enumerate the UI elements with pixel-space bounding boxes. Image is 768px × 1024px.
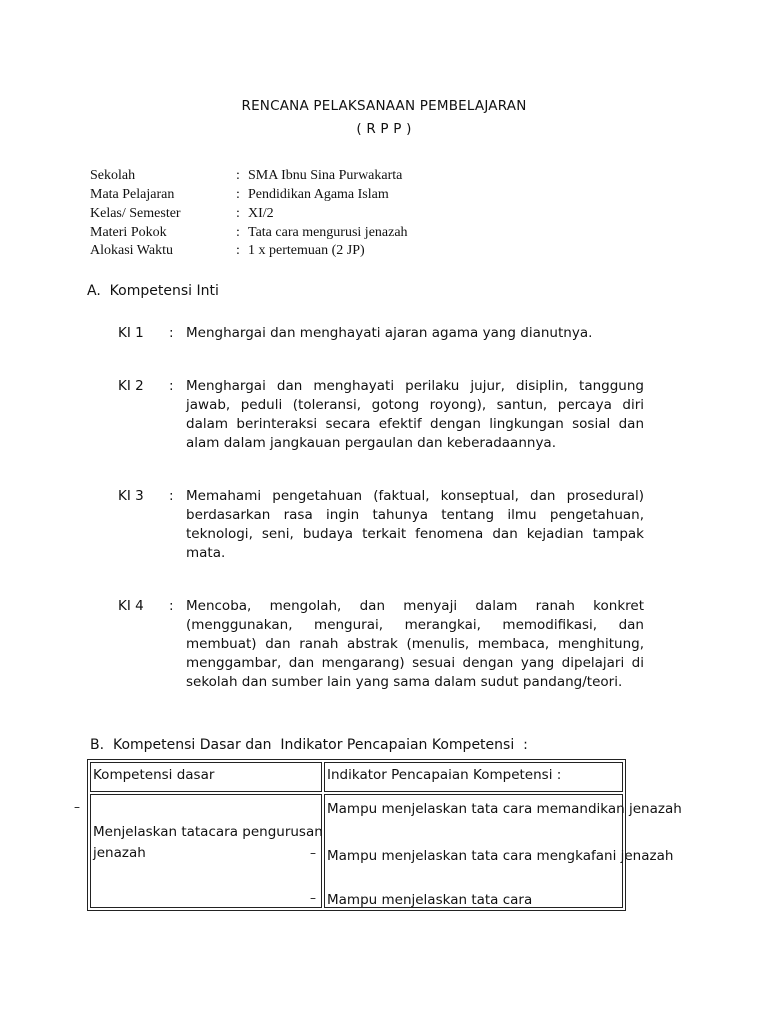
competency-table	[87, 759, 682, 911]
kd-text: Menjelaskan tatacara pengurusan jenazah	[93, 824, 323, 861]
indicator-item	[327, 846, 673, 867]
identity-colon: :	[236, 206, 240, 221]
identity-label: Materi Pokok	[90, 225, 167, 240]
ki-label: KI 1	[118, 325, 144, 341]
identity-value: 1 x pertemuan (2 JP)	[248, 243, 365, 258]
bullet-dash: –	[310, 891, 316, 905]
col-header-kd: Kompetensi dasar	[93, 767, 215, 783]
indicator-item	[327, 799, 682, 820]
identity-value: Pendidikan Agama Islam	[248, 187, 389, 202]
ki-label: KI 4	[118, 598, 144, 614]
indicator-cell	[324, 794, 682, 908]
ki-label: KI 3	[118, 488, 144, 504]
bullet-dash: –	[74, 800, 80, 814]
ki-colon: :	[169, 378, 174, 394]
identity-label: Mata Pelajaran	[90, 187, 175, 202]
identity-label: Sekolah	[90, 168, 136, 183]
indicator-item	[327, 890, 532, 911]
section-b-heading: B. Kompetensi Dasar dan Indikator Pencapaian Kompetensi :	[90, 737, 528, 753]
identity-colon: :	[236, 243, 240, 258]
identity-value: XI/2	[248, 206, 274, 221]
ki-text: Menghargai dan menghayati ajaran agama yang dianutnya.	[186, 325, 593, 341]
ki-text: Menghargai dan menghayati perilaku jujur, disiplin, tanggung jawab, peduli (toleransi, gotong royong), santun, percaya diri dalam berinteraksi secara efektif dengan lingkungan sosial dan alam dalam jangkauan pergaulan dan keberadaannya.	[186, 378, 644, 451]
identity-value: SMA Ibnu Sina Purwakarta	[248, 168, 403, 183]
ki-colon: :	[169, 488, 174, 504]
document-title: RENCANA PELAKSANAAN PEMBELAJARAN	[241, 98, 527, 114]
indicator-text: Mampu menjelaskan tata cara	[327, 892, 533, 908]
ki-label: KI 2	[118, 378, 144, 394]
identity-colon: :	[236, 225, 240, 240]
indicator-text: Mampu menjelaskan tata cara memandikan jenazah	[327, 801, 682, 817]
table-row	[90, 794, 623, 908]
col-header-indicator: Indikator Pencapaian Kompetensi :	[327, 767, 562, 783]
table-header-cell	[90, 762, 322, 792]
identity-label: Alokasi Waktu	[90, 243, 173, 258]
table-header-row	[90, 762, 623, 792]
identity-value: Tata cara mengurusi jenazah	[248, 225, 408, 240]
identity-colon: :	[236, 187, 240, 202]
kd-cell	[90, 794, 322, 908]
indicator-text: Mampu menjelaskan tata cara mengkafani jenazah	[327, 848, 674, 864]
ki-text: Memahami pengetahuan (faktual, konseptual, dan prosedural) berdasarkan rasa ingin tahunya tentang ilmu pengetahuan, teknologi, seni, budaya terkait fenomena dan kejadian tampak mata.	[186, 488, 644, 561]
bullet-dash: –	[310, 846, 316, 860]
ki-colon: :	[169, 598, 174, 614]
document-subtitle: ( R P P )	[356, 121, 412, 137]
identity-label: Kelas/ Semester	[90, 206, 181, 221]
section-a-heading: A. Kompetensi Inti	[87, 283, 219, 299]
identity-colon: :	[236, 168, 240, 183]
table-header-cell	[324, 762, 623, 792]
ki-text: Mencoba, mengolah, dan menyaji dalam ranah konkret (menggunakan, mengurai, merangkai, memodifikasi, dan membuat) dan ranah abstrak (menulis, membaca, menghitung, menggambar, dan mengarang) sesuai dengan yang dipelajari di sekolah dan sumber lain yang sama dalam sudut pandang/teori.	[186, 598, 644, 690]
ki-colon: :	[169, 325, 174, 341]
